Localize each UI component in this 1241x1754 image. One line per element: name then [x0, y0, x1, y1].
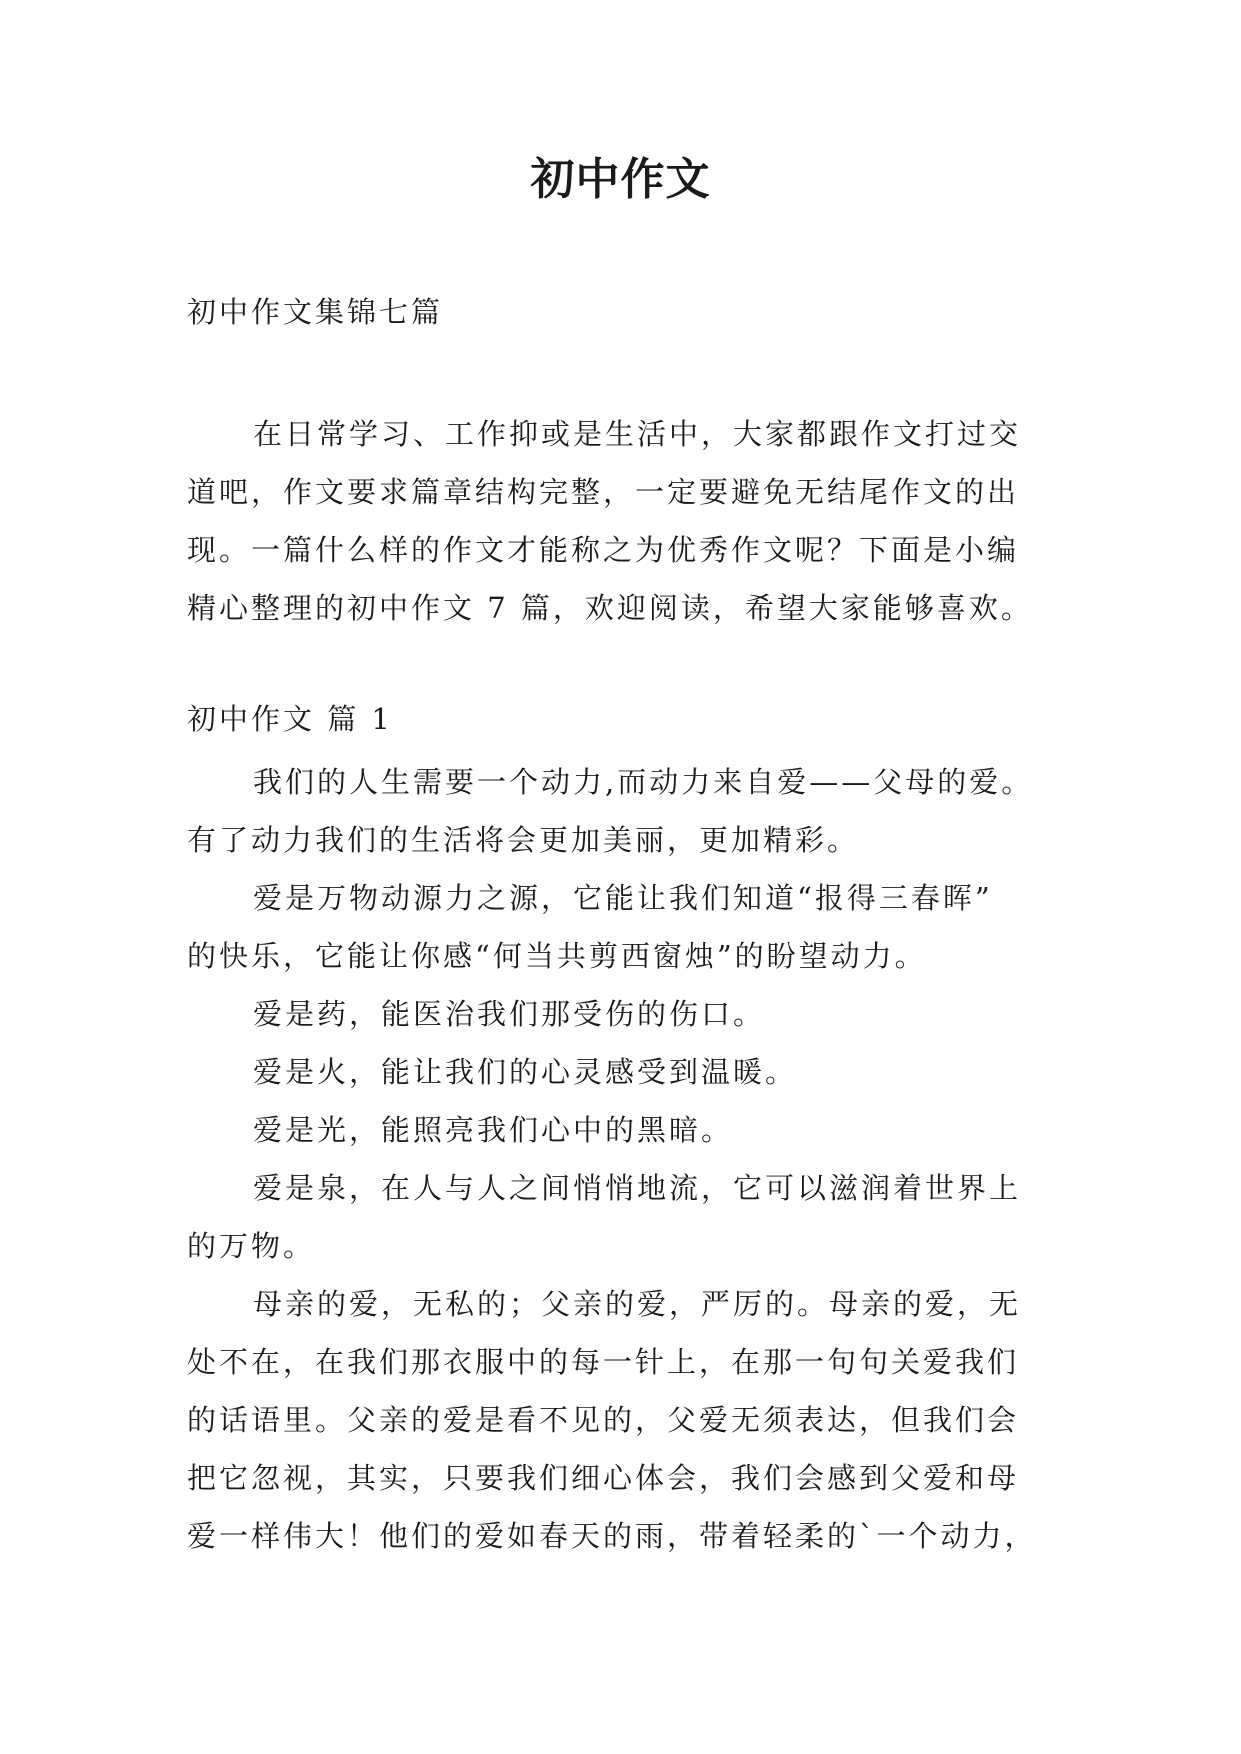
essay-paragraph	[187, 1159, 1067, 1275]
document-title: 初中作文	[530, 154, 711, 205]
essay-paragraph	[187, 985, 1067, 1043]
essay-line: 处不在，在我们那衣服中的每一针上，在那一句句关爱我们	[187, 1345, 1020, 1379]
essay-line: 的万物。	[187, 1229, 316, 1263]
essay-paragraph	[187, 1101, 1067, 1159]
essay-line: 爱是万物动源力之源，它能让我们知道“报得三春晖”	[253, 881, 993, 915]
intro-line: 在日常学习、工作抑或是生活中，大家都跟作文打过交	[253, 417, 1022, 451]
intro-line: 道吧，作文要求篇章结构完整，一定要避免无结尾作文的出	[187, 475, 1020, 509]
intro-line: 现。一篇什么样的作文才能称之为优秀作文呢？下面是小编	[187, 533, 1020, 567]
section-heading: 初中作文 篇 1	[187, 702, 393, 736]
essay-line: 把它忽视，其实，只要我们细心体会，我们会感到父爱和母	[187, 1461, 1020, 1495]
essay-paragraph	[187, 753, 1067, 869]
essay-line: 的话语里。父亲的爱是看不见的，父爱无须表达，但我们会	[187, 1403, 1020, 1437]
essay-paragraph	[187, 1043, 1067, 1101]
essay-paragraph	[187, 1275, 1067, 1565]
essay-line: 爱是泉，在人与人之间悄悄地流，它可以滋润着世界上	[253, 1171, 1022, 1205]
intro-line: 精心整理的初中作文 7 篇，欢迎阅读，希望大家能够喜欢。	[187, 591, 1033, 625]
essay-line: 爱一样伟大！他们的爱如春天的雨，带着轻柔的`一个动力，	[187, 1519, 1037, 1553]
essay-line: 有了动力我们的生活将会更加美丽，更加精彩。	[187, 823, 860, 857]
document-subtitle: 初中作文集锦七篇	[187, 295, 444, 329]
essay-line: 我们的人生需要一个动力,而动力来自爱——父母的爱。	[253, 765, 1034, 799]
essay-line: 的快乐，它能让你感“何当共剪西窗烛”的盼望动力。	[187, 939, 927, 973]
intro-paragraph	[187, 405, 1067, 637]
essay-line: 爱是药，能医治我们那受伤的伤口。	[253, 997, 766, 1031]
essay-body	[187, 753, 1067, 1565]
essay-paragraph	[187, 869, 1067, 985]
essay-line: 爱是光，能照亮我们心中的黑暗。	[253, 1113, 734, 1147]
essay-line: 爱是火，能让我们的心灵感受到温暖。	[253, 1055, 798, 1089]
essay-line: 母亲的爱，无私的；父亲的爱，严厉的。母亲的爱，无	[253, 1287, 1022, 1321]
